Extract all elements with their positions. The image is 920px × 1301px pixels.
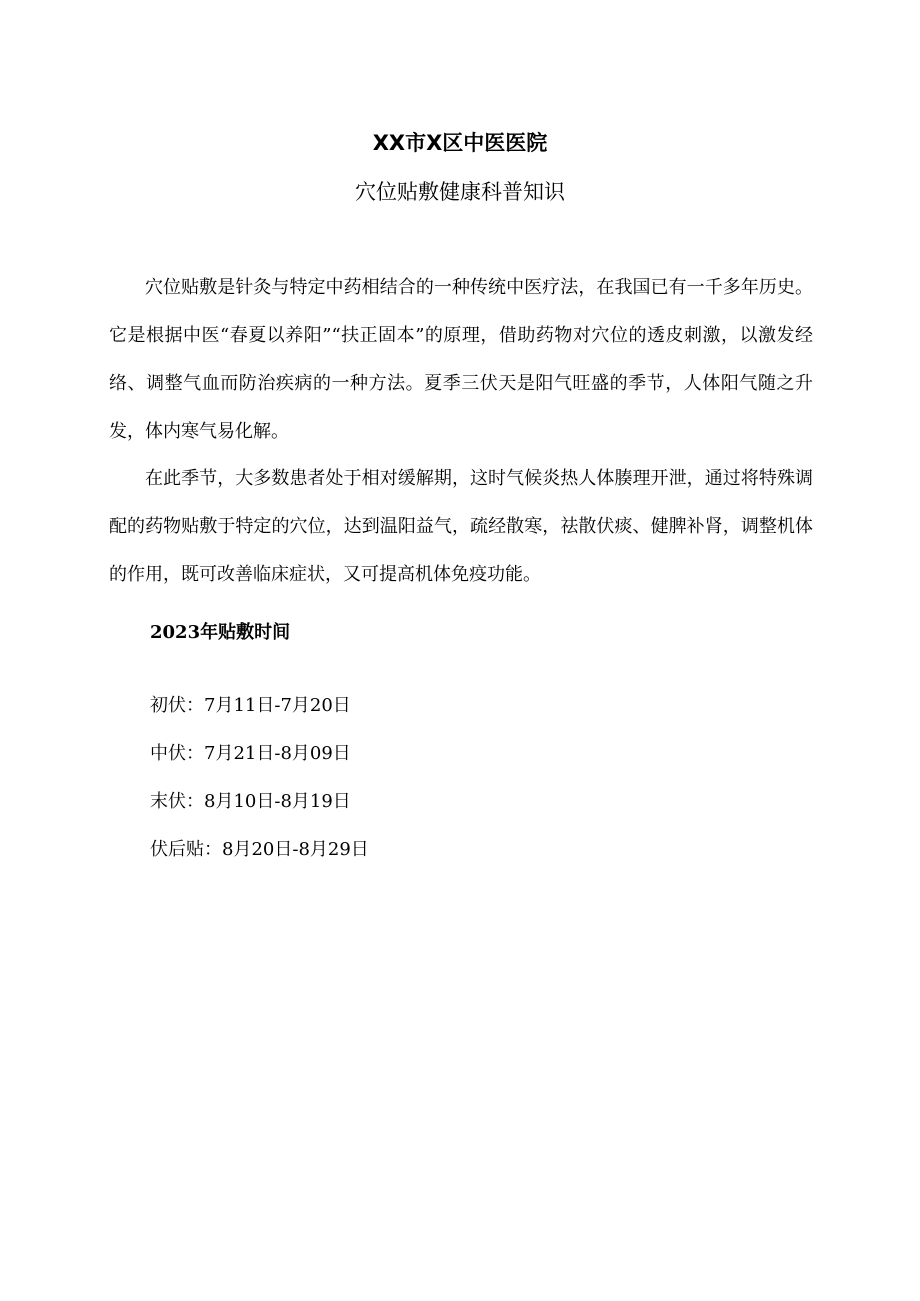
document-title: 穴位贴敷健康科普知识 [355, 180, 565, 204]
season-paragraph: 在此季节，大多数患者处于相对缓解期，这时气候炎热人体腠理开泄，通过将特殊调配的药物贴敷于特定的穴位，达到温阳益气，疏经散寒，祛散伏痰、健脾补肾，调整机体的作用，既可改善临床症状，又可提高机体免疫功能。 [109, 468, 813, 585]
schedule-item-fuhoutie: 伏后贴：8月20日-8月29日 [150, 839, 369, 860]
schedule-heading: 2023年贴敷时间 [150, 622, 291, 643]
schedule-item-mofu: 末伏：8月10日-8月19日 [150, 791, 351, 812]
hospital-name: XX市X区中医医院 [372, 131, 548, 155]
schedule-item-chufu: 初伏：7月11日-7月20日 [150, 695, 351, 716]
intro-paragraph: 穴位贴敷是针灸与特定中药相结合的一种传统中医疗法，在我国已有一千多年历史。它是根据中医“春夏以养阳”“扶正固本”的原理，借助药物对穴位的透皮刺激，以激发经络、调整气血而防治疾病的一种方法。夏季三伏天是阳气旺盛的季节，人体阳气随之升发，体内寒气易化解。 [109, 277, 813, 442]
schedule-item-zhongfu: 中伏：7月21日-8月09日 [150, 743, 351, 764]
